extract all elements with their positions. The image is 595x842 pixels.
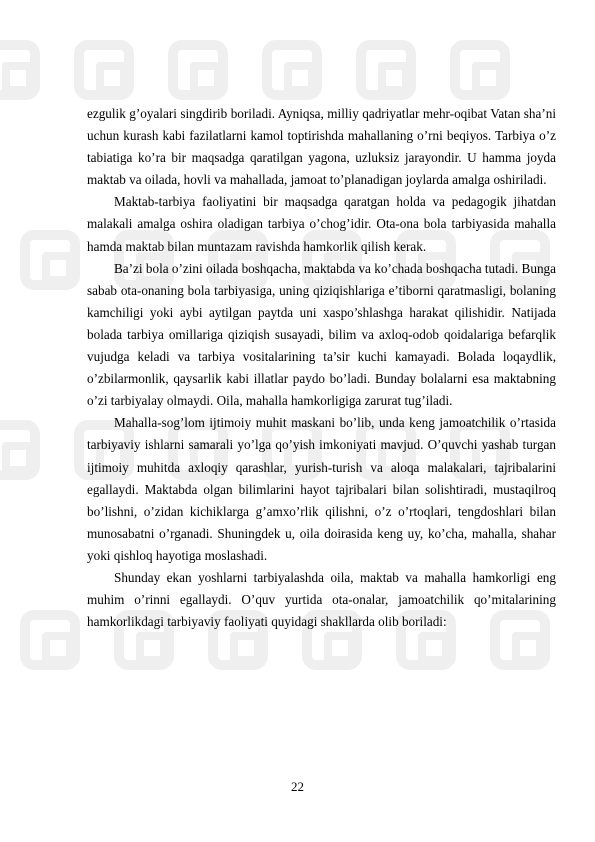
paragraph: Maktab-tarbiya faoliyatini bir maqsadga qaratgan holda va pedagogik jihatdan malakali amalga oshira oladigan tarbiya o’chog’idir. Ota-ona bola tarbiyasida mahalla hamda maktab bilan muntazam ravishda hamkorlik qilish kerak. [87,194,556,254]
page-number: 22 [291,779,304,794]
paragraph-continuation: ezgulik g’oyalari singdirib boriladi. Ayniqsa, milliy qadriyatlar mehr-oqibat Vatan sha’ni uchun kurash kabi fazilatlarni kamol toptirishda mahallaning o’rni beqiyos. Tarbiya o’z tabiatiga ko’ra bir maqsadga qaratilgan yagona, uzluksiz jarayondir. U hamma joyda maktab va oilada, hovli va mahallada, jamoat to’planadigan joylarda amalga oshiriladi. [87,106,556,188]
paragraph: Shunday ekan yoshlarni tarbiyalashda oila, maktab va mahalla hamkorligi eng muhim o’rinni egallaydi. O’quv yurtida ota-onalar, jamoatchilik qo’mitalarining hamkorlikdagi tarbiyaviy faoliyati quyidagi shakllarda olib boriladi: [87,569,556,630]
paragraph: Mahalla-sog’lom ijtimoiy muhit maskani bo’lib, unda keng jamoatchilik o’rtasida tarbiyaviy ishlarni samarali yo’lga qo’yish imkoniyati mavjud. O’quvchi yashab turgan ijtimoiy muhitda axloqiy qarashlar, yurish-turish va aloqa malakalari, tajribalarini egallaydi. Maktabda olgan bilimlarini hayot tajribalari bilan solishtiradi, mustaqilroq bo’lishni, o’zidan kichiklarga g’amxo’rlik qilishni, o’z o’rtoqlari, tengdoshlari bilan munosabatni o’rganadi. Shuningdek u, oila doirasida keng uy, ko’cha, mahalla, shahar yoki qishloq hayotiga moslashadi. [87,415,556,563]
document-body [87,103,556,633]
paragraph: Ba’zi bola o’zini oilada boshqacha, maktabda va ko’chada boshqacha tutadi. Bunga sabab ota-onaning bola tarbiyasiga, uning qiziqishlariga e’tiborni qaratmasligi, bolaning kamchiligi yoki aybi aytilgan paytda uni xaspo’shlashga harakat qilishidir. Natijada bolada tarbiya omillariga qiziqish susayadi, bilim va axloq-odob qoidalariga befarqlik vujudga keladi va tarbiya vositalarining ta’sir kuchi kamayadi. Bolada loqaydlik, o’zbilarmonlik, qaysarlik kabi illatlar paydo bo’ladi. Bunday bolalarni esa maktabning o’zi tarbiyalay olmaydi. Oila, mahalla hamkorligiga zarurat tug’iladi. [87,260,556,409]
